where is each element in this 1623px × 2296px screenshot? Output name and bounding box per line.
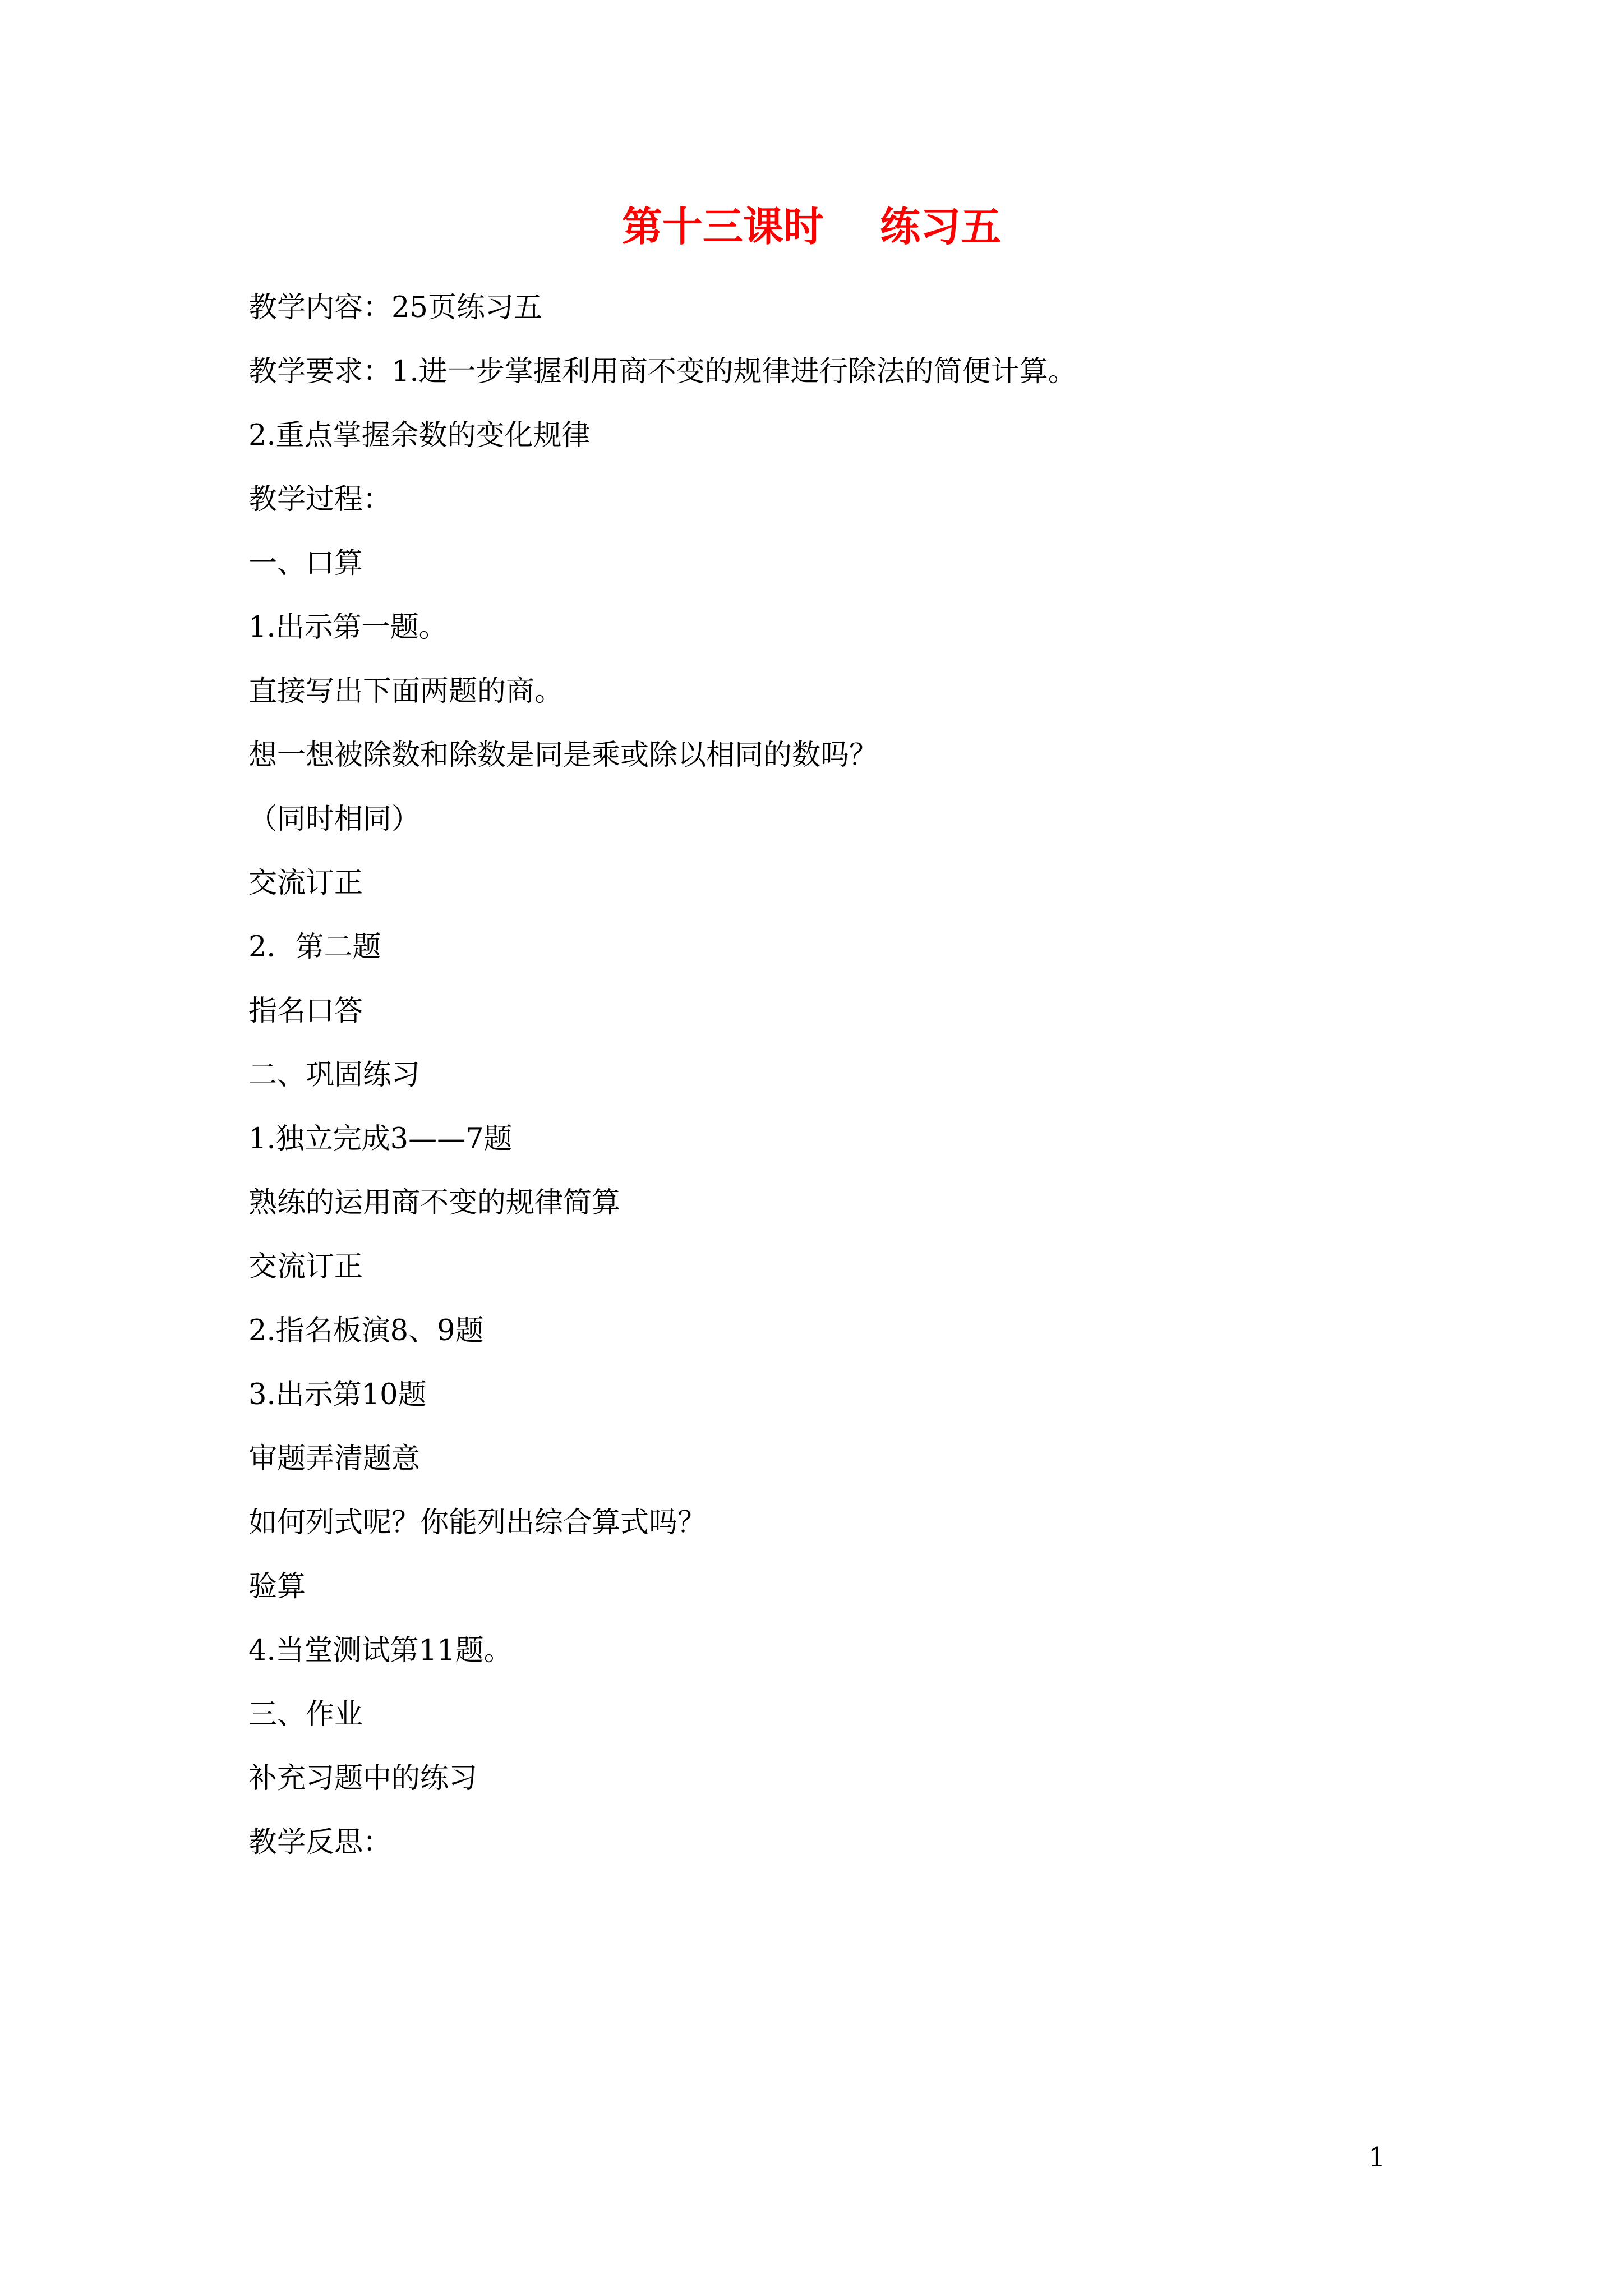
body-line: 2.指名板演8、9题 xyxy=(248,1314,484,1347)
body-line: 验算 xyxy=(248,1570,306,1603)
body-line: 3.出示第10题 xyxy=(248,1378,427,1411)
teaching-reflection: 教学反思： xyxy=(248,1826,392,1859)
body-line: 指名口答 xyxy=(248,995,363,1028)
teaching-process-heading: 教学过程： xyxy=(248,483,392,516)
body-line: 交流订正 xyxy=(248,1250,363,1283)
document-body xyxy=(248,292,1426,1890)
page-title: 第十三课时 练习五 xyxy=(621,203,1002,250)
body-line: （同时相同） xyxy=(248,803,421,836)
body-line: 2．第二题 xyxy=(248,931,381,964)
body-line: 1.出示第一题。 xyxy=(248,611,448,644)
body-line: 1.独立完成3——7题 xyxy=(248,1122,513,1156)
page-number: 1 xyxy=(1368,2142,1386,2173)
section-heading-oral-calc: 一、口算 xyxy=(248,547,363,580)
section-heading-practice: 二、巩固练习 xyxy=(248,1059,421,1092)
section-heading-homework: 三、作业 xyxy=(248,1698,363,1731)
teaching-requirement-2: 2.重点掌握余数的变化规律 xyxy=(248,419,591,452)
body-line: 4.当堂测试第11题。 xyxy=(248,1634,513,1667)
body-line: 审题弄清题意 xyxy=(248,1442,421,1475)
body-line: 补充习题中的练习 xyxy=(248,1762,478,1795)
teaching-content: 教学内容：25页练习五 xyxy=(248,291,542,324)
body-line: 想一想被除数和除数是同是乘或除以相同的数吗？ xyxy=(248,739,878,772)
teaching-requirement-1: 教学要求：1.进一步掌握利用商不变的规律进行除法的简便计算。 xyxy=(248,355,1077,388)
body-line: 熟练的运用商不变的规律简算 xyxy=(248,1186,621,1220)
body-line: 交流订正 xyxy=(248,867,363,900)
body-line: 如何列式呢？你能列出综合算式吗？ xyxy=(248,1506,707,1539)
body-line: 直接写出下面两题的商。 xyxy=(248,675,564,708)
